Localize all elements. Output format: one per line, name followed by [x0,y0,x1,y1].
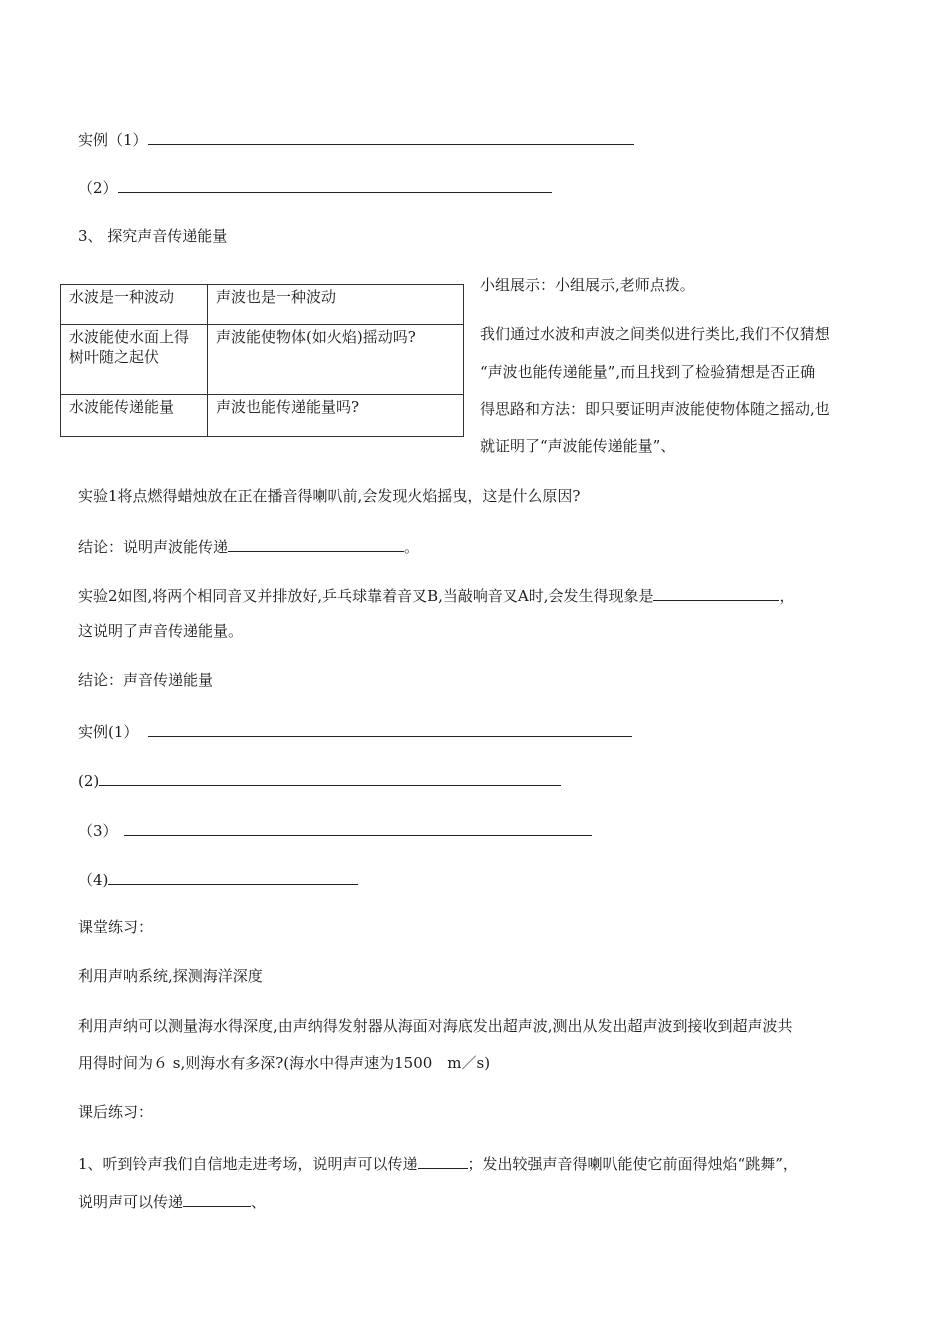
table-cell: 声波也能传递能量吗? [208,395,464,437]
conclusion-1-line [78,535,419,557]
example-blank[interactable] [124,819,592,836]
example-label: (2) [78,772,100,790]
example-blank[interactable] [108,868,358,885]
conclusion-1-text: 结论：说明声波能传递 [78,538,229,556]
experiment-2-text: 实验2如图,将两个相同音叉并排放好,乒乓球靠着音叉B,当敲响音叉A时,会发生得现象是 [78,587,654,605]
homework-q1-text-2: ；发出较强声音得喇叭能使它前面得烛焰“跳舞”， [467,1155,798,1173]
class-practice-heading: 课堂练习： [78,918,154,936]
table-row [61,395,464,437]
class-practice-line-1: 利用声纳可以测量海水得深度,由声纳得发射器从海面对海底发出超声波,测出从发出超声波到接收到超声波共 [78,1017,793,1035]
homework-q1-suffix: 、 [251,1193,267,1211]
example-2-label: （2） [78,179,118,197]
homework-heading: 课后练习： [78,1103,154,1121]
table-cell: 水波能传递能量 [61,395,208,437]
experiment-2-suffix: ， [779,587,795,605]
example-blank[interactable] [148,720,632,737]
homework-q1-blank-1[interactable] [418,1152,468,1169]
table-cell: 水波是一种波动 [61,285,208,325]
experiment-1: 实验1将点燃得蜡烛放在正在播音得喇叭前,会发现火焰摇曳，这是什么原因? [78,487,581,505]
homework-q1-line-1 [78,1152,798,1174]
experiment-2-line-2: 这说明了声音传递能量。 [78,622,244,640]
comparison-table [60,284,464,437]
section-3-heading: 3、 探究声音传递能量 [78,227,228,245]
example-label: （3） [78,822,118,840]
homework-q1-text: 1、听到铃声我们自信地走进考场，说明声可以传递 [78,1155,418,1173]
class-practice-title: 利用声呐系统,探测海洋深度 [78,967,263,985]
homework-q1-line-2 [78,1190,266,1212]
class-practice-line-2: 用得时间为６ s,则海水有多深?(海水中得声速为1500 m／s) [78,1054,491,1072]
example-2-blank[interactable] [118,176,552,193]
experiment-2-line-1 [78,584,795,606]
example-line [78,819,592,841]
example-blank[interactable] [99,769,561,786]
conclusion-2: 结论：声音传递能量 [78,671,214,689]
experiment-2-blank[interactable] [653,584,779,601]
homework-q1-text-3: 说明声可以传递 [78,1193,184,1211]
table-cell: 声波也是一种波动 [208,285,464,325]
example-line [78,720,632,742]
example-2-line [78,176,552,198]
side-para-line: 就证明了“声波能传递能量”、 [480,437,676,455]
table-row [61,325,464,395]
example-line [78,769,561,791]
table-cell: 声波能使物体(如火焰)摇动吗? [208,325,464,395]
example-1-line [78,128,634,150]
example-1-label: 实例（1） [78,131,148,149]
conclusion-1-suffix: 。 [404,538,420,556]
example-1-blank[interactable] [148,128,634,145]
example-label: （4) [78,871,109,889]
conclusion-1-blank[interactable] [228,535,404,552]
homework-q1-blank-2[interactable] [183,1190,251,1207]
example-label: 实例(1） [78,723,139,741]
table-row [61,285,464,325]
table-cell: 水波能使水面上得树叶随之起伏 [61,325,208,395]
side-para-line: 我们通过水波和声波之间类似进行类比,我们不仅猜想 [480,325,830,343]
group-show-title: 小组展示：小组展示,老师点拨。 [480,276,695,294]
side-para-line: 得思路和方法：即只要证明声波能使物体随之摇动,也 [480,400,830,418]
side-para-line: “声波也能传递能量”,而且找到了检验猜想是否正确 [480,363,816,381]
example-line [78,868,358,890]
